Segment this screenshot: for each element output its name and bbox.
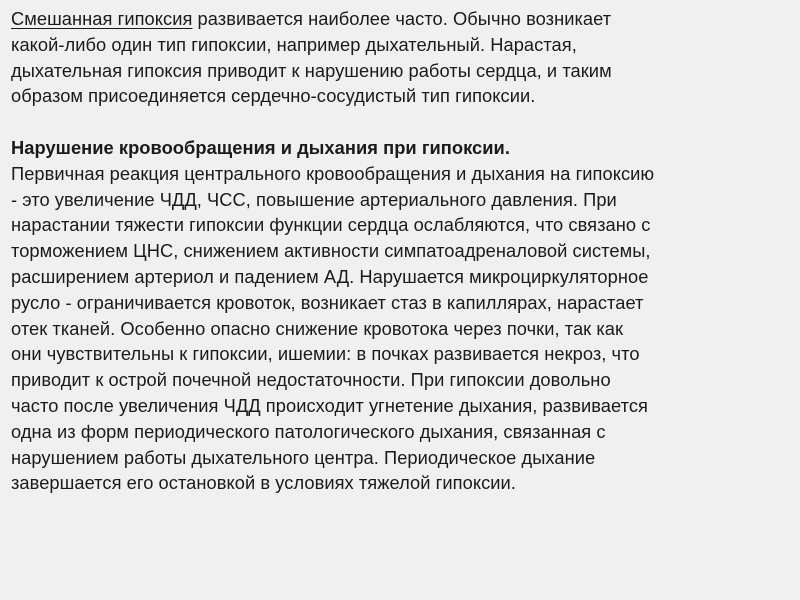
paragraph-line: расширением артериол и падением АД. Нарушается микроциркуляторное <box>11 265 649 287</box>
paragraph-line: - это увеличение ЧДД, ЧСС, повышение артериального давления. При <box>11 188 617 210</box>
paragraph-line: нарастании тяжести гипоксии функции сердца ослабляются, что связано с <box>11 214 651 236</box>
paragraph-line: завершается его остановкой в условиях тяжелой гипоксии. <box>11 472 516 494</box>
paragraph-line: одна из форм периодического патологического дыхания, связанная с <box>11 420 606 442</box>
paragraph-line <box>11 6 788 32</box>
paragraph-line-text: развивается наиболее часто. Обычно возникает <box>192 8 612 29</box>
paragraph-line: дыхательная гипоксия приводит к нарушению работы сердца, и таким <box>11 59 612 81</box>
section-heading: Нарушение кровообращения и дыхания при гипоксии. <box>11 136 510 158</box>
paragraph-line: нарушением работы дыхательного центра. Периодическое дыхание <box>11 446 596 468</box>
paragraph-spacer <box>11 109 788 135</box>
paragraph-line: отек тканей. Особенно опасно снижение кровотока через почки, так как <box>11 317 624 339</box>
paragraph-line: какой-либо один тип гипоксии, например дыхательный. Нарастая, <box>11 33 577 55</box>
paragraph-line: торможением ЦНС, снижением активности симпатоадреналовой системы, <box>11 240 651 262</box>
paragraph-line: приводит к острой почечной недостаточности. При гипоксии довольно <box>11 369 611 391</box>
circulation-respiration-paragraph <box>11 161 788 496</box>
mixed-hypoxia-paragraph <box>11 6 788 109</box>
paragraph-line: они чувствительны к гипоксии, ишемии: в почках развивается некроз, что <box>11 343 640 365</box>
mixed-hypoxia-term: Смешанная гипоксия <box>11 8 193 29</box>
paragraph-line: часто после увеличения ЧДД происходит угнетение дыхания, развивается <box>11 394 648 416</box>
paragraph-line: образом присоединяется сердечно-сосудистый тип гипоксии. <box>11 85 536 107</box>
paragraph-line: русло - ограничивается кровоток, возникает стаз в капиллярах, нарастает <box>11 291 644 313</box>
paragraph-line: Первичная реакция центрального кровообращения и дыхания на гипоксию <box>11 162 655 184</box>
